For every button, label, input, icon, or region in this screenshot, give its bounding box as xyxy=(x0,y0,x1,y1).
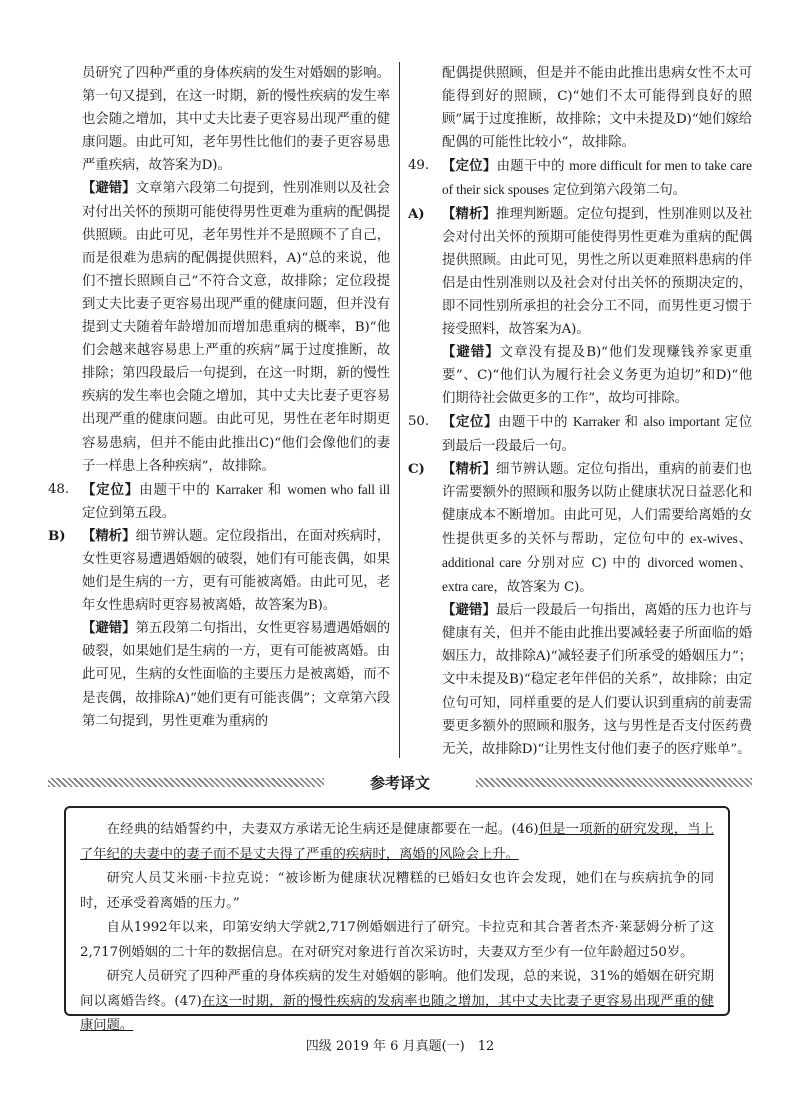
question-49-avoid-error xyxy=(408,341,752,410)
keyword: divorced women、extra care xyxy=(442,554,752,595)
decorative-stripe xyxy=(48,778,324,787)
keyword: Karraker xyxy=(572,414,620,430)
avoid-error-tag: 【避错】 xyxy=(82,620,136,637)
question-48-locate xyxy=(48,478,390,525)
locate-text: 由题干中的 xyxy=(139,482,216,498)
question-number: 50. xyxy=(408,414,429,430)
question-50-avoid-error xyxy=(408,599,752,761)
locate-tag: 【定位】 xyxy=(442,414,499,431)
right-column xyxy=(408,62,752,761)
avoid-error-text: 文章第六段第二句提到，性别准则以及社会对付出关怀的预期可能使得男性更难为重病的配偶提供照顾。由此可见，老年男性并不是照顾不了自己，而是很难为患病的配偶提供照料，A)“总的来说，他们不擅长照顾自己”不符合文意，故排除；定位段提到丈夫比妻子更容易出现严重的健康问题，但并没有提到丈夫随着年龄增加而增加患重病的概率，B)“他们会越来越容易患上严重的疾病”属于过度推断，故排除；第四段最后一句提到，在这一时期，新的慢性疾病的发生率也会随之增加，其中丈夫比妻子更容易出现严重的健康问题。由此可见，男性在老年时期更容易患病，但并不能由此推出C)“他们会像他们的妻子一样患上各种疾病”，故排除。 xyxy=(82,181,390,474)
analysis-text: 细节辨认题。定位段指出，在面对疾病时，女性更容易遭遇婚姻的破裂，她们有可能丧偶，如果她们是生病的一方，更有可能被离婚。由此可见，老年女性患病时更容易被离婚，故答案为B)。 xyxy=(82,528,390,614)
avoid-error-tag: 【避错】 xyxy=(442,602,496,619)
left-column xyxy=(48,62,390,733)
question-number: 49. xyxy=(408,158,429,174)
underlined-sentence: 但是一项新的研究发现，当上了年纪的夫妻中的妻子而不是丈夫得了严重的疾病时，离婚的风险会上升。 xyxy=(80,822,715,862)
question-49-analysis xyxy=(408,203,752,342)
question-48-analysis xyxy=(48,525,390,617)
avoid-error-text: 文章没有提及B)“他们发现赚钱养家更重要”、C)“他们认为履行社会义务更为迫切”和D)“他们期待社会做更多的工作”，故均可排除。 xyxy=(442,345,752,407)
answer-label: C) xyxy=(408,460,425,477)
underlined-sentence: 在这一时期，新的慢性疾病的发病率也随之增加，其中丈夫比妻子更容易出现严重的健康问题。 xyxy=(80,993,714,1033)
translation-text: 在经典的结婚誓约中，夫妻双方承诺无论生病还是健康都要在一起。(46) xyxy=(106,822,539,837)
column-divider xyxy=(399,62,400,758)
avoid-error-tag: 【避错】 xyxy=(82,180,136,197)
analysis-tag: 【精析】 xyxy=(82,527,136,544)
analysis-text: 细节辨认题。定位句指出，重病的前妻们也许需要额外的照顾和服务以防止健康状况日益恶化和健康成本不断增加。由此可见，人们需要给离婚的女性提供更多的关怀与帮助，定位句中的 xyxy=(442,461,752,547)
avoid-error-tag: 【避错】 xyxy=(442,344,500,361)
question-number: 48. xyxy=(48,481,69,497)
analysis-text: 分别对应 C) 中的 xyxy=(521,555,648,571)
keyword: Karraker xyxy=(215,481,263,497)
locate-text: 由题干中的 xyxy=(496,159,570,175)
avoid-error-text: 第五段第二句指出，女性更容易遭遇婚姻的破裂，如果她们是生病的一方，更有可能被离婚。由此可见，生病的女性面临的主要压力是被离婚，而不是丧偶，故排除A)“她们更有可能丧偶”；文章第六段第二句提到，男性更难为重病的 xyxy=(82,621,390,729)
translation-paragraph xyxy=(80,965,714,1039)
keyword: more difficult for men to take care of their sick spouses xyxy=(442,158,753,198)
locate-text: 和 xyxy=(262,482,288,498)
locate-text: 定位到最后一段最后一句。 xyxy=(442,415,753,454)
translation-paragraph: 自从1992年以来，印第安纳大学就2,717例婚姻进行了研究。卡拉克和其合著者杰齐·莱瑟姆分析了这2,717例婚姻的二十年的数据信息。在对研究对象进行首次采访时，夫妻双方至少有一位年龄超过50岁。 xyxy=(80,920,714,960)
analysis-text: ，故答案为 C)。 xyxy=(493,580,593,596)
keyword: also important xyxy=(643,414,720,430)
locate-text: 和 xyxy=(619,415,644,431)
keyword: ex-wives、additional care xyxy=(442,530,752,570)
answer-label: A) xyxy=(408,205,425,222)
avoid-error-text: 最后一段最后一句指出，离婚的压力也许与健康有关，但并不能由此推出要减轻妻子所面临的婚姻压力，故排除A)“减轻妻子们所承受的婚姻压力”；文中未提及B)“稳定老年伴侣的关系”，故排除；由定位句可知，同样重要的是人们要认识到重病的前妻需要更多额外的照顾和服务，这与男性是否支付医药费无关，故排除D)“让男性支付他们妻子的医疗账单”。 xyxy=(442,603,752,757)
paragraph: 配偶提供照顾，但是并不能由此推出患病女性不太可能得到好的照顾，C)“她们不太可能得到良好的照顾”属于过度推断，故排除；文中未提及D)“她们嫁给配偶的可能性比较小”，故排除。 xyxy=(442,66,752,151)
translation-paragraph: 研究人员艾米丽·卡拉克说：“被诊断为健康状况糟糕的已婚妇女也许会发现，她们在与疾病抗争的同时，还承受着离婚的压力。” xyxy=(80,871,714,911)
page-footer: 四级 2019 年 6 月真题(一) 12 xyxy=(305,1039,495,1054)
section-title: 参考译文 xyxy=(369,774,430,792)
locate-tag: 【定位】 xyxy=(82,481,140,498)
translation-text: 研究人员研究了四种严重的身体疾病的发生对婚姻的影响。他们发现，总的来说，31%的婚姻在研究期间以离婚告终。(47) xyxy=(80,969,714,1009)
locate-text: 定位到第五段。 xyxy=(82,505,176,521)
paragraph: 员研究了四种严重的身体疾病的发生对婚姻的影响。第一句又提到，在这一时期，新的慢性疾病的发生率也会随之增加，其中丈夫比妻子更容易出现严重的健康问题。由此可知，老年男性比他们的妻子更容易患严重疾病，故答案为D)。 xyxy=(82,66,390,174)
answer-label: B) xyxy=(48,527,66,544)
locate-tag: 【定位】 xyxy=(442,158,497,175)
translation-paragraph xyxy=(80,818,714,867)
question-50-analysis xyxy=(408,458,752,600)
question-50-locate xyxy=(408,410,752,457)
translation-box xyxy=(64,806,730,1033)
locate-text: 定位到第六段第二句。 xyxy=(548,183,686,199)
analysis-tag: 【精析】 xyxy=(442,205,496,222)
question-49-locate xyxy=(408,154,752,202)
analysis-tag: 【精析】 xyxy=(442,460,496,477)
avoid-error-paragraph xyxy=(48,177,390,477)
keyword: women who fall ill xyxy=(287,481,390,497)
question-48-avoid-error xyxy=(48,617,390,732)
section-separator xyxy=(48,770,752,796)
locate-text: 由题干中的 xyxy=(498,415,573,431)
decorative-stripe xyxy=(476,778,752,787)
analysis-text: 推理判断题。定位句提到，性别准则以及社会对付出关怀的预期可能使得男性更难为重病的配偶提供照顾。由此可见，男性之所以更难照料患病的伴侣是由性别准则以及社会对付出关怀的预期决定的，即不同性别所承担的社会分工不同，而男性更习惯于接受照料，故答案为A)。 xyxy=(442,206,752,338)
